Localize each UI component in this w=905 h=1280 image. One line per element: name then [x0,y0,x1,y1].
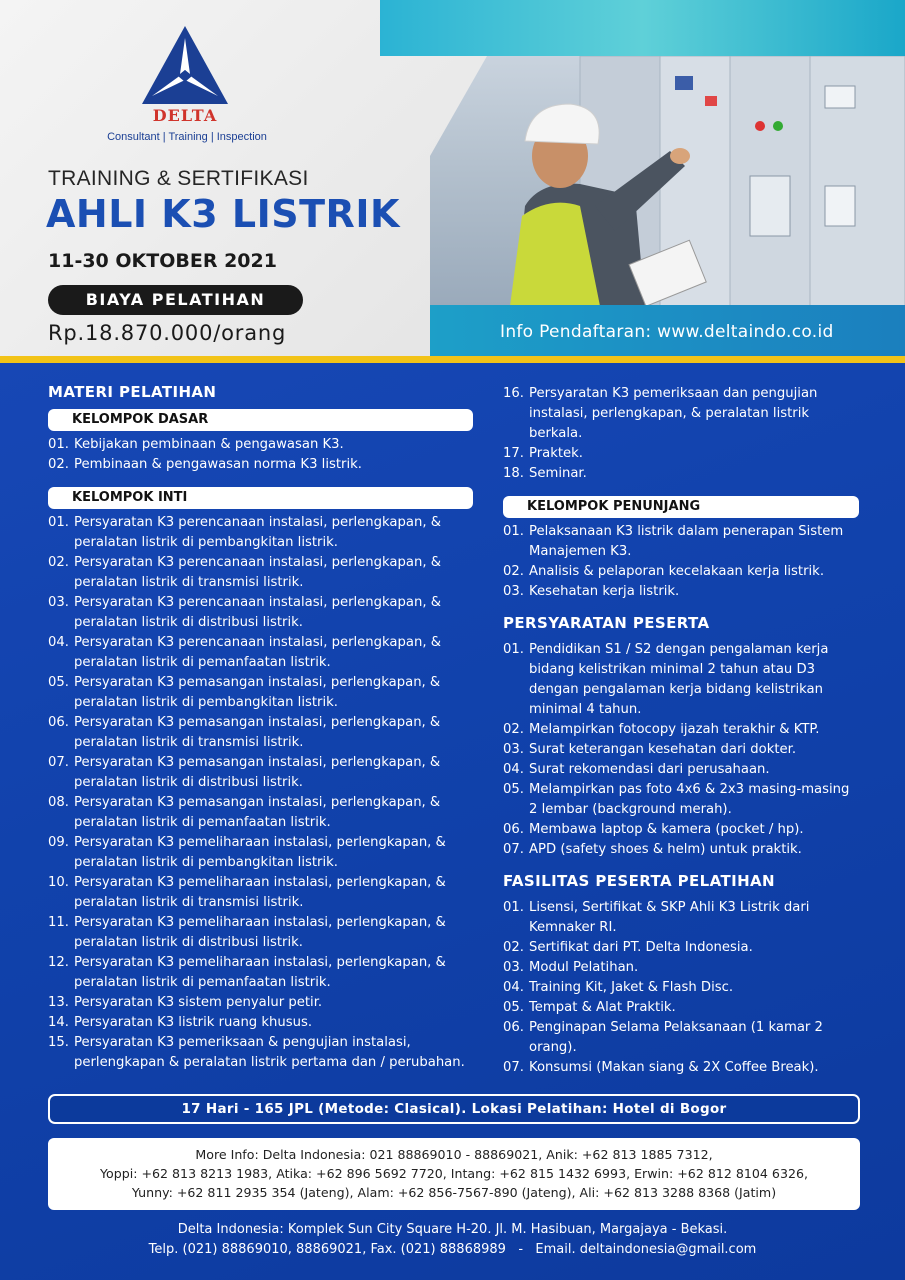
list-item [503,840,859,860]
list-item [48,1013,473,1033]
list-item-text: Kebijakan pembinaan & pengawasan K3. [74,437,344,452]
list-item [503,760,859,780]
list-item-number: 04. [503,762,524,777]
list-item [503,938,859,958]
list-item-number: 01. [503,642,524,657]
right-column [503,384,859,1078]
persyaratan-list [503,640,859,860]
list-item-text: Sertifikat dari PT. Delta Indonesia. [529,940,753,955]
list-item [503,444,859,464]
list-item-text: Persyaratan K3 perencanaan instalasi, perlengkapan, & peralatan listrik di distribusi listrik. [74,595,441,630]
list-item-text: Persyaratan K3 pemeliharaan instalasi, perlengkapan, & peralatan listrik di pemanfaatan listrik. [74,955,446,990]
list-item-number: 07. [503,842,524,857]
kelompok-penunjang-label: KELOMPOK PENUNJANG [503,496,859,518]
header [0,0,905,360]
kelompok-dasar-label: KELOMPOK DASAR [48,409,473,431]
list-item-text: Persyaratan K3 pemasangan instalasi, perlengkapan, & peralatan listrik di distribusi listrik. [74,755,441,790]
list-item [503,958,859,978]
list-item-number: 09. [48,835,69,850]
list-item-text: Persyaratan K3 pemeliharaan instalasi, perlengkapan, & peralatan listrik di transmisi listrik. [74,875,446,910]
list-item-number: 08. [48,795,69,810]
list-item-text: Persyaratan K3 pemasangan instalasi, perlengkapan, & peralatan listrik di pemanfaatan listrik. [74,795,441,830]
list-item [48,993,473,1013]
list-item-text: Pendidikan S1 / S2 dengan pengalaman kerja bidang kelistrikan minimal 2 tahun atau D3 dengan pengalaman kerja bidang kelistrikan minimal 4 tahun. [529,642,829,717]
list-item-number: 04. [48,635,69,650]
contact-box [48,1138,860,1210]
technician-photo [430,56,905,306]
list-item [503,978,859,998]
training-date: 11-30 OKTOBER 2021 [48,250,277,272]
list-item-number: 02. [48,555,69,570]
list-item-text: Membawa laptop & kamera (pocket / hp). [529,822,804,837]
list-item-text: Lisensi, Sertifikat & SKP Ahli K3 Listrik dari Kemnaker RI. [529,900,810,935]
address-block [0,1220,905,1260]
list-item [503,562,859,582]
kelompok-penunjang-list [503,522,859,602]
list-item-text: Persyaratan K3 pemeriksaan dan pengujian instalasi, perlengkapan, & peralatan listrik berkala. [529,386,818,441]
list-item [503,464,859,484]
technician-illustration [430,56,905,306]
left-column [48,383,473,1073]
list-item-text: Konsumsi (Makan siang & 2X Coffee Break). [529,1060,819,1075]
list-item [48,953,473,993]
gold-divider [0,356,905,363]
list-item [503,740,859,760]
list-item-number: 03. [503,742,524,757]
persyaratan-title: PERSYARATAN PESERTA [503,614,710,632]
list-item-text: Praktek. [529,446,583,461]
list-item-number: 06. [503,822,524,837]
list-item-text: Persyaratan K3 perencanaan instalasi, perlengkapan, & peralatan listrik di transmisi listrik. [74,555,441,590]
list-item [48,593,473,633]
page-title: AHLI K3 LISTRIK [46,192,400,236]
list-item-number: 05. [503,782,524,797]
training-summary-bar: 17 Hari - 165 JPL (Metode: Clasical). Lokasi Pelatihan: Hotel di Bogor [48,1094,860,1124]
training-label: TRAINING & SERTIFIKASI [48,167,309,190]
list-item-number: 04. [503,980,524,995]
list-item-text: Modul Pelatihan. [529,960,639,975]
list-item-number: 06. [48,715,69,730]
delta-logo-icon [140,24,230,106]
materi-title: MATERI PELATIHAN [48,383,217,401]
list-item-number: 02. [48,457,69,472]
list-item [48,673,473,713]
contact-line: More Info: Delta Indonesia: 021 88869010 - 88869021, Anik: +62 813 1885 7312, [195,1147,713,1162]
list-item-number: 07. [48,755,69,770]
list-item [503,898,859,938]
kelompok-inti-list-continued [503,384,859,484]
contact-line: Yunny: +62 811 2935 354 (Jateng), Alam: +62 856-7567-890 (Jateng), Ali: +62 813 3288 8368 (Jatim) [131,1185,777,1200]
price: Rp.18.870.000/orang [48,321,287,345]
address-line: Delta Indonesia: Komplek Sun City Square H-20. Jl. M. Hasibuan, Margajaya - Bekasi. [177,1222,728,1237]
list-item [48,513,473,553]
list-item-number: 15. [48,1035,69,1050]
list-item [503,820,859,840]
list-item-text: Melampirkan pas foto 4x6 & 2x3 masing-masing 2 lembar (background merah). [529,782,850,817]
list-item-text: APD (safety shoes & helm) untuk praktik. [529,842,802,857]
list-item-text: Persyaratan K3 pemeriksaan & pengujian instalasi, perlengkapan & peralatan listrik pertama dan / perubahan. [74,1035,465,1070]
list-item-number: 18. [503,466,524,481]
list-item-number: 14. [48,1015,69,1030]
list-item [503,1018,859,1058]
list-item [48,553,473,593]
list-item [503,720,859,740]
list-item-number: 01. [503,524,524,539]
list-item-number: 12. [48,955,69,970]
list-item [503,582,859,602]
list-item-number: 11. [48,915,69,930]
list-item [48,713,473,753]
list-item-text: Persyaratan K3 perencanaan instalasi, perlengkapan, & peralatan listrik di pembangkitan listrik. [74,515,441,550]
list-item-number: 16. [503,386,524,401]
list-item-number: 06. [503,1020,524,1035]
fasilitas-title: FASILITAS PESERTA PELATIHAN [503,872,775,890]
list-item-text: Persyaratan K3 pemeliharaan instalasi, perlengkapan, & peralatan listrik di distribusi listrik. [74,915,446,950]
list-item-text: Surat rekomendasi dari perusahaan. [529,762,770,777]
list-item-number: 03. [48,595,69,610]
list-item [48,873,473,913]
list-item-text: Persyaratan K3 perencanaan instalasi, perlengkapan, & peralatan listrik di pemanfaatan listrik. [74,635,441,670]
list-item [503,780,859,820]
list-item-text: Analisis & pelaporan kecelakaan kerja listrik. [529,564,825,579]
list-item-text: Persyaratan K3 pemeliharaan instalasi, perlengkapan, & peralatan listrik di pembangkitan listrik. [74,835,446,870]
list-item [48,753,473,793]
list-item-text: Pelaksanaan K3 listrik dalam penerapan Sistem Manajemen K3. [529,524,844,559]
list-item-text: Persyaratan K3 pemasangan instalasi, perlengkapan, & peralatan listrik di transmisi listrik. [74,715,441,750]
list-item-text: Surat keterangan kesehatan dari dokter. [529,742,797,757]
list-item-text: Pembinaan & pengawasan norma K3 listrik. [74,457,362,472]
list-item-number: 17. [503,446,524,461]
kelompok-inti-label: KELOMPOK INTI [48,487,473,509]
registration-info: Info Pendaftaran: www.deltaindo.co.id [500,322,834,342]
list-item-number: 07. [503,1060,524,1075]
list-item-text: Training Kit, Jaket & Flash Disc. [529,980,734,995]
list-item [48,1033,473,1073]
list-item [503,640,859,720]
list-item-text: Persyaratan K3 listrik ruang khusus. [74,1015,313,1030]
list-item-number: 01. [48,437,69,452]
logo-name: DELTA [152,106,218,125]
logo-tagline: Consultant | Training | Inspection [107,131,267,143]
list-item [503,1058,859,1078]
list-item-text: Melampirkan fotocopy ijazah terakhir & KTP. [529,722,820,737]
list-item [48,913,473,953]
biaya-label: BIAYA PELATIHAN [48,285,303,315]
list-item-number: 05. [48,675,69,690]
list-item-number: 01. [503,900,524,915]
list-item-number: 03. [503,584,524,599]
list-item-text: Seminar. [529,466,587,481]
kelompok-inti-list [48,513,473,1073]
phone-email-line: Telp. (021) 88869010, 88869021, Fax. (021) 88868989 - Email. deltaindonesia@gmail.com [148,1242,757,1257]
header-teal-band [380,0,905,56]
list-item-number: 05. [503,1000,524,1015]
list-item-text: Tempat & Alat Praktik. [529,1000,676,1015]
list-item-number: 02. [503,940,524,955]
list-item [48,435,473,455]
list-item-number: 01. [48,515,69,530]
list-item [503,522,859,562]
list-item [503,998,859,1018]
list-item-number: 02. [503,722,524,737]
list-item-text: Penginapan Selama Pelaksanaan (1 kamar 2 orang). [529,1020,823,1055]
list-item-number: 13. [48,995,69,1010]
list-item-text: Persyaratan K3 sistem penyalur petir. [74,995,323,1010]
kelompok-dasar-list [48,435,473,475]
list-item [503,384,859,444]
list-item [48,455,473,475]
list-item [48,633,473,673]
fasilitas-list [503,898,859,1078]
contact-line: Yoppi: +62 813 8213 1983, Atika: +62 896 5692 7720, Intang: +62 815 1432 6993, Erwin: +62 812 8104 6326, [100,1166,808,1181]
list-item-number: 02. [503,564,524,579]
list-item-text: Persyaratan K3 pemasangan instalasi, perlengkapan, & peralatan listrik di pembangkitan listrik. [74,675,441,710]
list-item [48,833,473,873]
list-item-text: Kesehatan kerja listrik. [529,584,680,599]
list-item-number: 03. [503,960,524,975]
list-item [48,793,473,833]
list-item-number: 10. [48,875,69,890]
